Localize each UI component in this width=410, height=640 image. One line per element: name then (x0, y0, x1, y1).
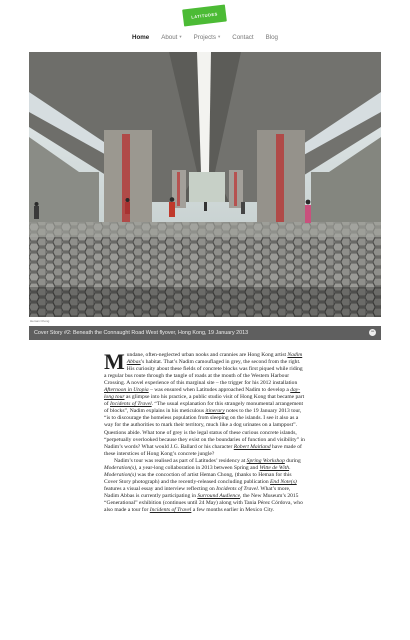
article-link[interactable]: Afternoon in Utopia (104, 387, 149, 394)
article-link[interactable]: Incidents of Travel (149, 507, 192, 514)
collapse-caption-icon[interactable]: − (370, 329, 375, 335)
article-text: , a year-long collaboration in 2013 between Spring and (136, 464, 260, 471)
photo-credit: Heman Chong (30, 319, 50, 323)
article-link[interactable]: itinerary (205, 408, 225, 415)
drop-cap: M (104, 349, 125, 374)
nav-item-label: About (161, 33, 178, 41)
article-text: . “The usual explanation for this strangely monumental arrangement of blocks”, Nadim explains in his meticulous (104, 401, 304, 415)
article-text: , the New Museum’s 2015 “Generational” exhibition (continues until 24 May) along with Tania Pérez Córdova, who also made a tour for (104, 492, 303, 514)
nav-item-blog[interactable] (266, 31, 278, 43)
article-emphasis: Moderation(s) (104, 471, 137, 478)
cover-story-photo (29, 52, 381, 317)
article-text: . What’s more, Nadim Abbas is currently participating in (104, 485, 291, 499)
article-text: features a visual essay and interview reflecting on (104, 485, 217, 492)
article-emphasis: Incidents of Travel (216, 485, 258, 492)
article-link[interactable]: Incidents of Travel (110, 401, 152, 408)
article-link[interactable]: Surround Audience (197, 492, 241, 499)
nav-item-about[interactable] (161, 31, 181, 43)
article-link[interactable]: Robert Maitland (233, 443, 271, 450)
article-emphasis: Moderation(s) (104, 464, 137, 471)
nav-item-contact[interactable] (232, 31, 253, 43)
article-body (104, 349, 305, 514)
article-link[interactable]: Nadim Abbas (126, 352, 303, 366)
article-paragraph-2 (104, 458, 305, 514)
photo-caption-bar (29, 326, 381, 340)
article-link[interactable]: Witte de With (259, 464, 290, 471)
article-link[interactable]: Spring Workshop (246, 457, 285, 464)
nav-item-label: Home (132, 33, 150, 41)
site-logo[interactable] (182, 4, 227, 26)
article-text: ’s habitat. That’s Nadim camouflaged in grey, the second from the right. His curiosity about these fields of concrete blocks was first piqued while riding a regular bus route through the tangle of roads at the mouth of the Western Harbour Crossing. A novel experience of this marginal site – the trigger for his 2012 installation (104, 359, 303, 387)
article-text: – was ensured when Latitudes approached Nadim to develop a (148, 387, 291, 394)
article-text: during (284, 457, 301, 464)
article-text: as glimpse into his practice, a public studio visit of Hong Kong that became part of (104, 394, 305, 408)
article-paragraph-1 (104, 349, 305, 458)
nav-item-home[interactable] (132, 31, 149, 43)
nav-item-label: Contact (232, 33, 254, 41)
nav-item-label: Blog (265, 33, 278, 41)
chevron-down-icon: ▾ (218, 34, 221, 39)
article-text: a few months earlier in Mexico City. (191, 507, 275, 514)
logo-text: LATITUDES (190, 11, 219, 20)
article-link[interactable]: End Note(s) (270, 478, 297, 485)
chevron-down-icon: ▾ (179, 34, 182, 39)
article-text: Nadim’s tour was realised as part of Latitudes’ residency at (114, 457, 247, 464)
flyover-photo-illustration (29, 52, 381, 317)
photo-caption: Cover Story #2: Beneath the Connaught Road West flyover, Hong Kong, 19 January 2013 (34, 330, 249, 336)
nav-item-label: Projects (193, 33, 216, 41)
article-text: undane, often-neglected urban nooks and crannies are Hong Kong artist (126, 352, 288, 358)
article-link[interactable]: day-long tour (104, 387, 301, 401)
article-text: have made of these interstices of Hong Kong’s concrete jungle? (104, 443, 302, 457)
nav-item-projects[interactable] (194, 31, 221, 43)
article-text: notes to the 19 January 2013 tour, “is to discourage the homeless population from sleeping on the islands. I see it also as a way for the authorities to mark their territory, much like a dog urinates on a lamppost”. Questions abide. What tone of grey is the legal status of these curious concrete islands, “perpetually overlooked because they exist on the boundaries of function and visibility” in Nadim’s words? What would J.G. Ballard or his character (104, 408, 305, 450)
article-text: . (289, 464, 291, 471)
article-text: was the concoction of artist Heman Chong, (thanks to Heman for this Cover Story photograph) and the recently-released concluding publication (104, 471, 292, 485)
main-nav (0, 31, 410, 43)
